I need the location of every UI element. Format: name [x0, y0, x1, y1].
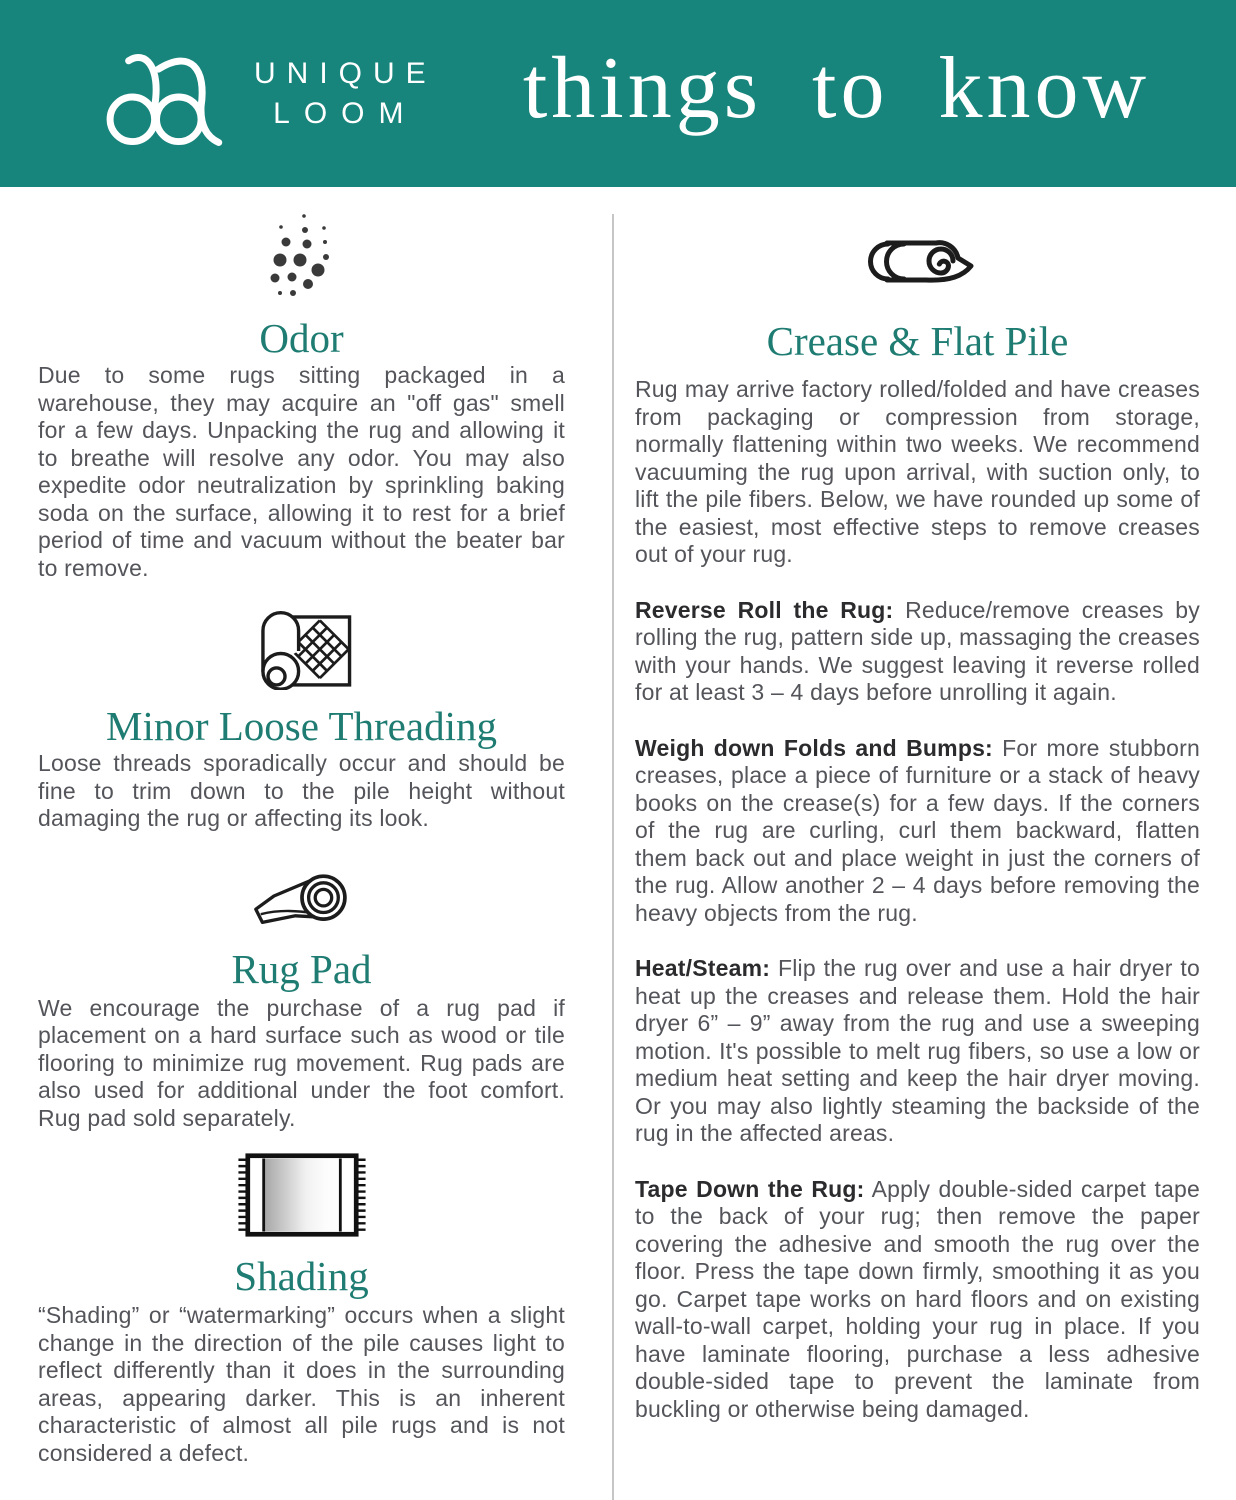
rug-pad-roll-icon: [244, 863, 360, 929]
rolled-rug-hatch-icon: [243, 600, 361, 690]
section-title-threading: Minor Loose Threading: [106, 703, 497, 749]
section-title-odor: Odor: [259, 315, 344, 361]
section-rug-pad: [38, 863, 565, 1133]
section-body-rug-pad: We encourage the purchase of a rug pad if placement on a hard surface such as wood or tile flooring to minimize rug movement. Rug pads are also used for additional under the foot comfort. Rug pad sold separately.: [38, 994, 565, 1131]
section-body-odor: Due to some rugs sitting packaged in a warehouse, they may acquire an "off gas" smell for a few days. Unpacking the rug and allowing it to breathe will resolve any odor. You may also expedite odor neutralization by sprinkling baking soda on the surface, allowing it to rest for a brief period of time and vacuum without the beater bar to remove.: [38, 362, 565, 581]
fringed-rug-gradient-icon: [236, 1152, 368, 1238]
odor-dots-icon: [267, 212, 337, 304]
step-label: Reverse Roll the Rug:: [635, 596, 894, 623]
column-divider: [612, 214, 614, 1500]
step-label: Tape Down the Rug:: [635, 1175, 865, 1202]
section-title-crease: Crease & Flat Pile: [766, 318, 1069, 364]
step-text: Apply double-sided carpet tape to the back of your rug; then remove the paper covering the adhesive and smooth the rug over the floor. Press the tape down firmly, smoothing it as you go. Carpet tape works on hard floors and on existing wall-to-wall carpet, holding your rug in place. If you have laminate flooring, purchase a less adhesive double-sided tape to prevent the laminate from buckling or otherwise being damaged.: [635, 1175, 1201, 1422]
step-label: Weigh down Folds and Bumps:: [635, 734, 993, 761]
left-column: [38, 187, 565, 1500]
step-paragraph-reverse-roll: [635, 597, 1200, 707]
step-paragraph-heat-steam: [635, 955, 1200, 1148]
step-text: Flip the rug over and use a hair dryer to heat up the creases and release them. Hold the hair dryer 6” – 9” away from the rug and use a sweeping motion. It's possible to melt rug fibers, so use a low or medium heat setting and keep the hair dryer moving. Or you may also lightly steaming the backside of the rug in the affected areas.: [635, 955, 1200, 1146]
brand-line-1: UNIQUE: [254, 56, 437, 90]
rolled-rug-spiral-icon: [860, 239, 976, 285]
section-loose-threading: [38, 600, 565, 833]
right-column: [635, 187, 1200, 1500]
page-title: things to know: [522, 39, 1150, 137]
section-body-threading: Loose threads sporadically occur and should be fine to trim down to the pile height without damaging the rug or affecting its look.: [38, 750, 565, 831]
section-body-shading: “Shading” or “watermarking” occurs when a slight change in the direction of the pile causes light to reflect differently than it does in the surrounding areas, appearing darker. This is an inherent characteristic of almost all pile rugs and is not considered a defect.: [38, 1302, 565, 1466]
section-odor: [38, 212, 565, 582]
unique-loom-logo-icon: [102, 45, 224, 149]
section-title-shading: Shading: [234, 1253, 369, 1299]
step-label: Heat/Steam:: [635, 955, 771, 981]
step-paragraph-weigh-down: [635, 735, 1200, 928]
header-banner: [0, 0, 1236, 187]
section-shading: [38, 1152, 565, 1467]
brand-wordmark: [254, 54, 437, 133]
crease-intro-paragraph: Rug may arrive factory rolled/folded and have creases from packaging or compression from storage, normally flattening within two weeks. We recommend vacuuming the rug upon arrival, with suction only, to lift the pile fibers. Below, we have rounded up some of the easiest, most effective steps to remove creases out of your rug.: [635, 376, 1200, 567]
content-columns: [0, 187, 1236, 1500]
step-text: Reduce/remove creases by rolling the rug, pattern side up, massaging the creases with your hands. We suggest leaving it reverse rolled for at least 3 – 4 days before unrolling it again.: [635, 596, 1201, 705]
section-title-rug-pad: Rug Pad: [231, 945, 372, 992]
step-text: For more stubborn creases, place a piece of furniture or a stack of heavy books on the crease(s) for a few days. If the corners of the rug are curling, curl them backward, flatten them back out and place weight in just the corners of the rug. Allow another 2 – 4 days before removing the heavy objects from the rug.: [635, 734, 1201, 926]
brand-line-2: LOOM: [273, 96, 418, 130]
step-paragraph-tape-down: [635, 1176, 1200, 1424]
